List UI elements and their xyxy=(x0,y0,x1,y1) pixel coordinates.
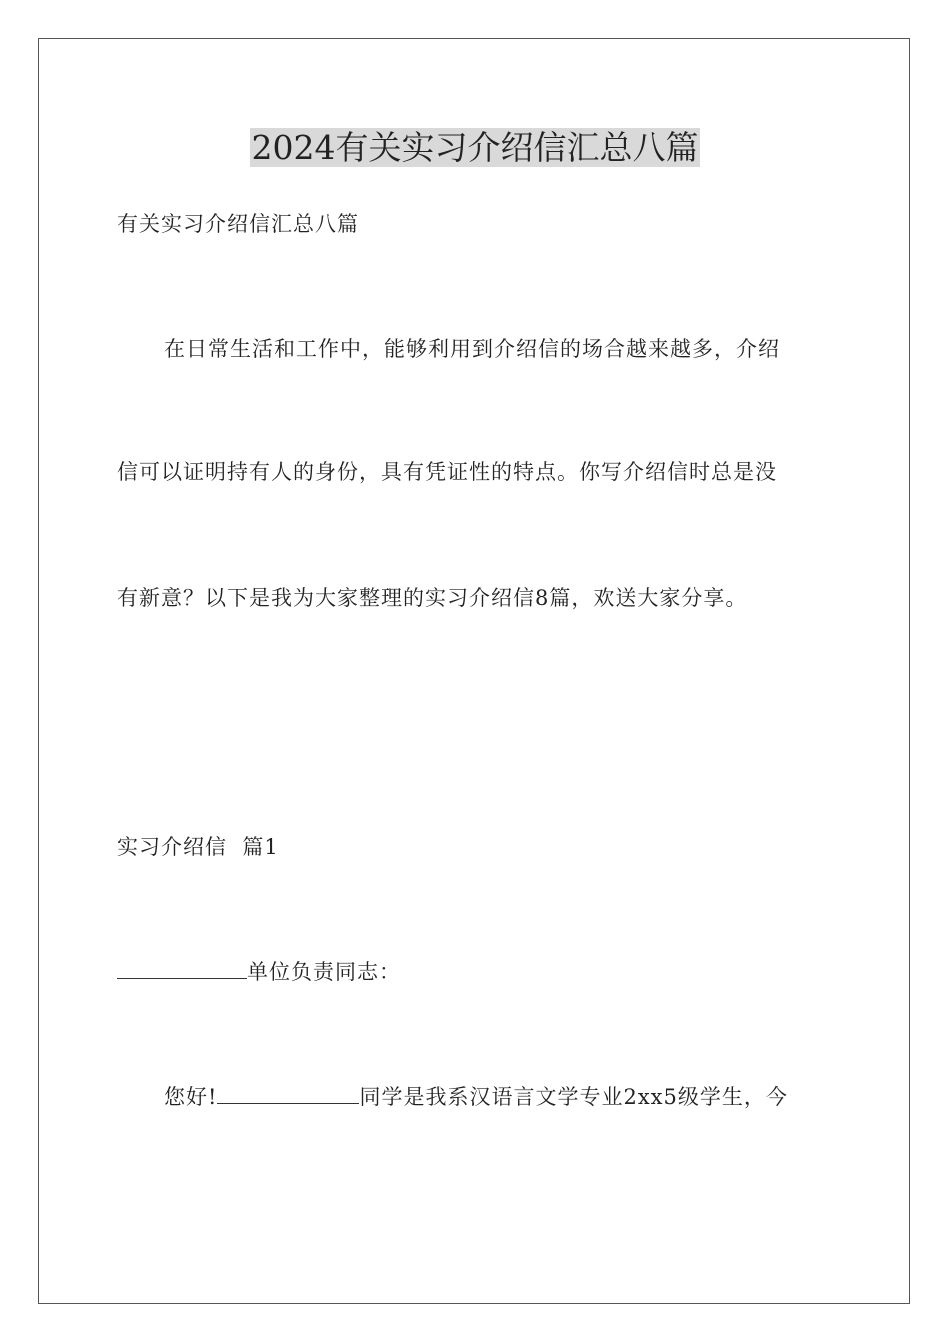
section-heading-1: 实习介绍信 篇1 xyxy=(117,835,279,859)
document-title-text: 2024有关实习介绍信汇总八篇 xyxy=(251,128,699,167)
document-subtitle: 有关实习介绍信汇总八篇 xyxy=(117,212,359,236)
intro-paragraph-line-1: 在日常生活和工作中，能够利用到介绍信的场合越来越多，介绍 xyxy=(164,337,780,361)
blank-unit-name xyxy=(117,958,247,979)
letter-body-line-1 xyxy=(164,1082,788,1112)
letter-body-text: 同学是我系汉语言文学专业2xx5级学生，今 xyxy=(359,1085,788,1109)
salutation-line xyxy=(117,957,401,987)
greeting-text: 您好! xyxy=(164,1085,218,1109)
intro-paragraph-line-2: 信可以证明持有人的身份，具有凭证性的特点。你写介绍信时总是没 xyxy=(117,460,777,484)
blank-student-name xyxy=(217,1083,359,1104)
salutation-text: 单位负责同志： xyxy=(247,960,401,984)
document-title xyxy=(0,126,950,170)
intro-paragraph-line-3: 有新意？以下是我为大家整理的实习介绍信8篇，欢送大家分享。 xyxy=(117,586,748,610)
